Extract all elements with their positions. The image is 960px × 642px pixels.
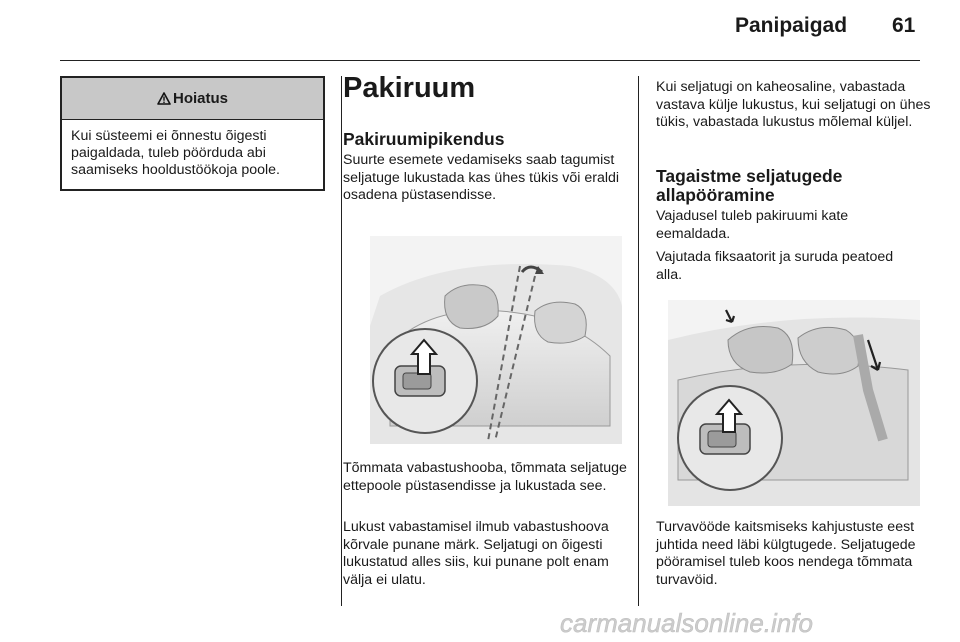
warning-text: Kui süsteemi ei õnnestu õigesti paigaldada, tuleb pöörduda abi saamiseks hooldustöökoja poole. (71, 128, 281, 178)
watermark-text: carmanualsonline.info (560, 608, 813, 638)
warning-box (60, 76, 325, 191)
seat-backrest-illustration (370, 236, 622, 444)
header-rule (60, 60, 920, 61)
page-number: 61 (892, 14, 916, 37)
watermark (560, 608, 955, 640)
paragraph-press-latch: Vajutada fiksaatorit ja suruda peatoed alla. (656, 249, 894, 283)
subsection-heading: Pakiruumipikendus (343, 129, 505, 149)
page-header-title: Panipaigad (735, 14, 848, 37)
seat-fold-down-illustration (668, 300, 920, 506)
warning-title: Hoiatus (172, 90, 228, 107)
paragraph-remove-cover: Vajadusel tuleb pakiruumi kate eemaldada. (656, 208, 849, 242)
paragraph-seatbelt-guides: Turvavööde kaitsmiseks kahjustuste eest juhtida need läbi külgtugede. Seljatugede pööramisel tuleb koos nendega tõmmata turvavöid. (656, 519, 916, 588)
paragraph-split-backrest: Kui seljatugi on kaheosaline, vabastada vastava külje lukustus, kui seljatugi on ühes tükis, vabastada lukustus mõlemal küljel. (656, 79, 931, 130)
column-divider-right (638, 76, 639, 606)
warning-header (62, 78, 323, 120)
section-heading: Pakiruum (343, 72, 476, 104)
warning-triangle-icon (157, 92, 171, 105)
paragraph-instructions: Tõmmata vabastushooba, tõmmata seljatuge ettepoole püstasendisse ja lukustada see. (343, 460, 627, 494)
paragraph-release-note: Lukust vabastamisel ilmub vabastushoova kõrvale punane märk. Seljatugi on õigesti lukustatud alles siis, kui punane polt enam välja ei ulatu. (343, 519, 609, 588)
subsection-heading-fold: Tagaistme seljatugede allapööramine (656, 166, 843, 205)
column-divider-left (341, 76, 342, 606)
paragraph-intro: Suurte esemete vedamiseks saab tagumist seljatuge lukustada kas ühes tükis või eraldi osadena püstasendisse. (343, 152, 620, 203)
